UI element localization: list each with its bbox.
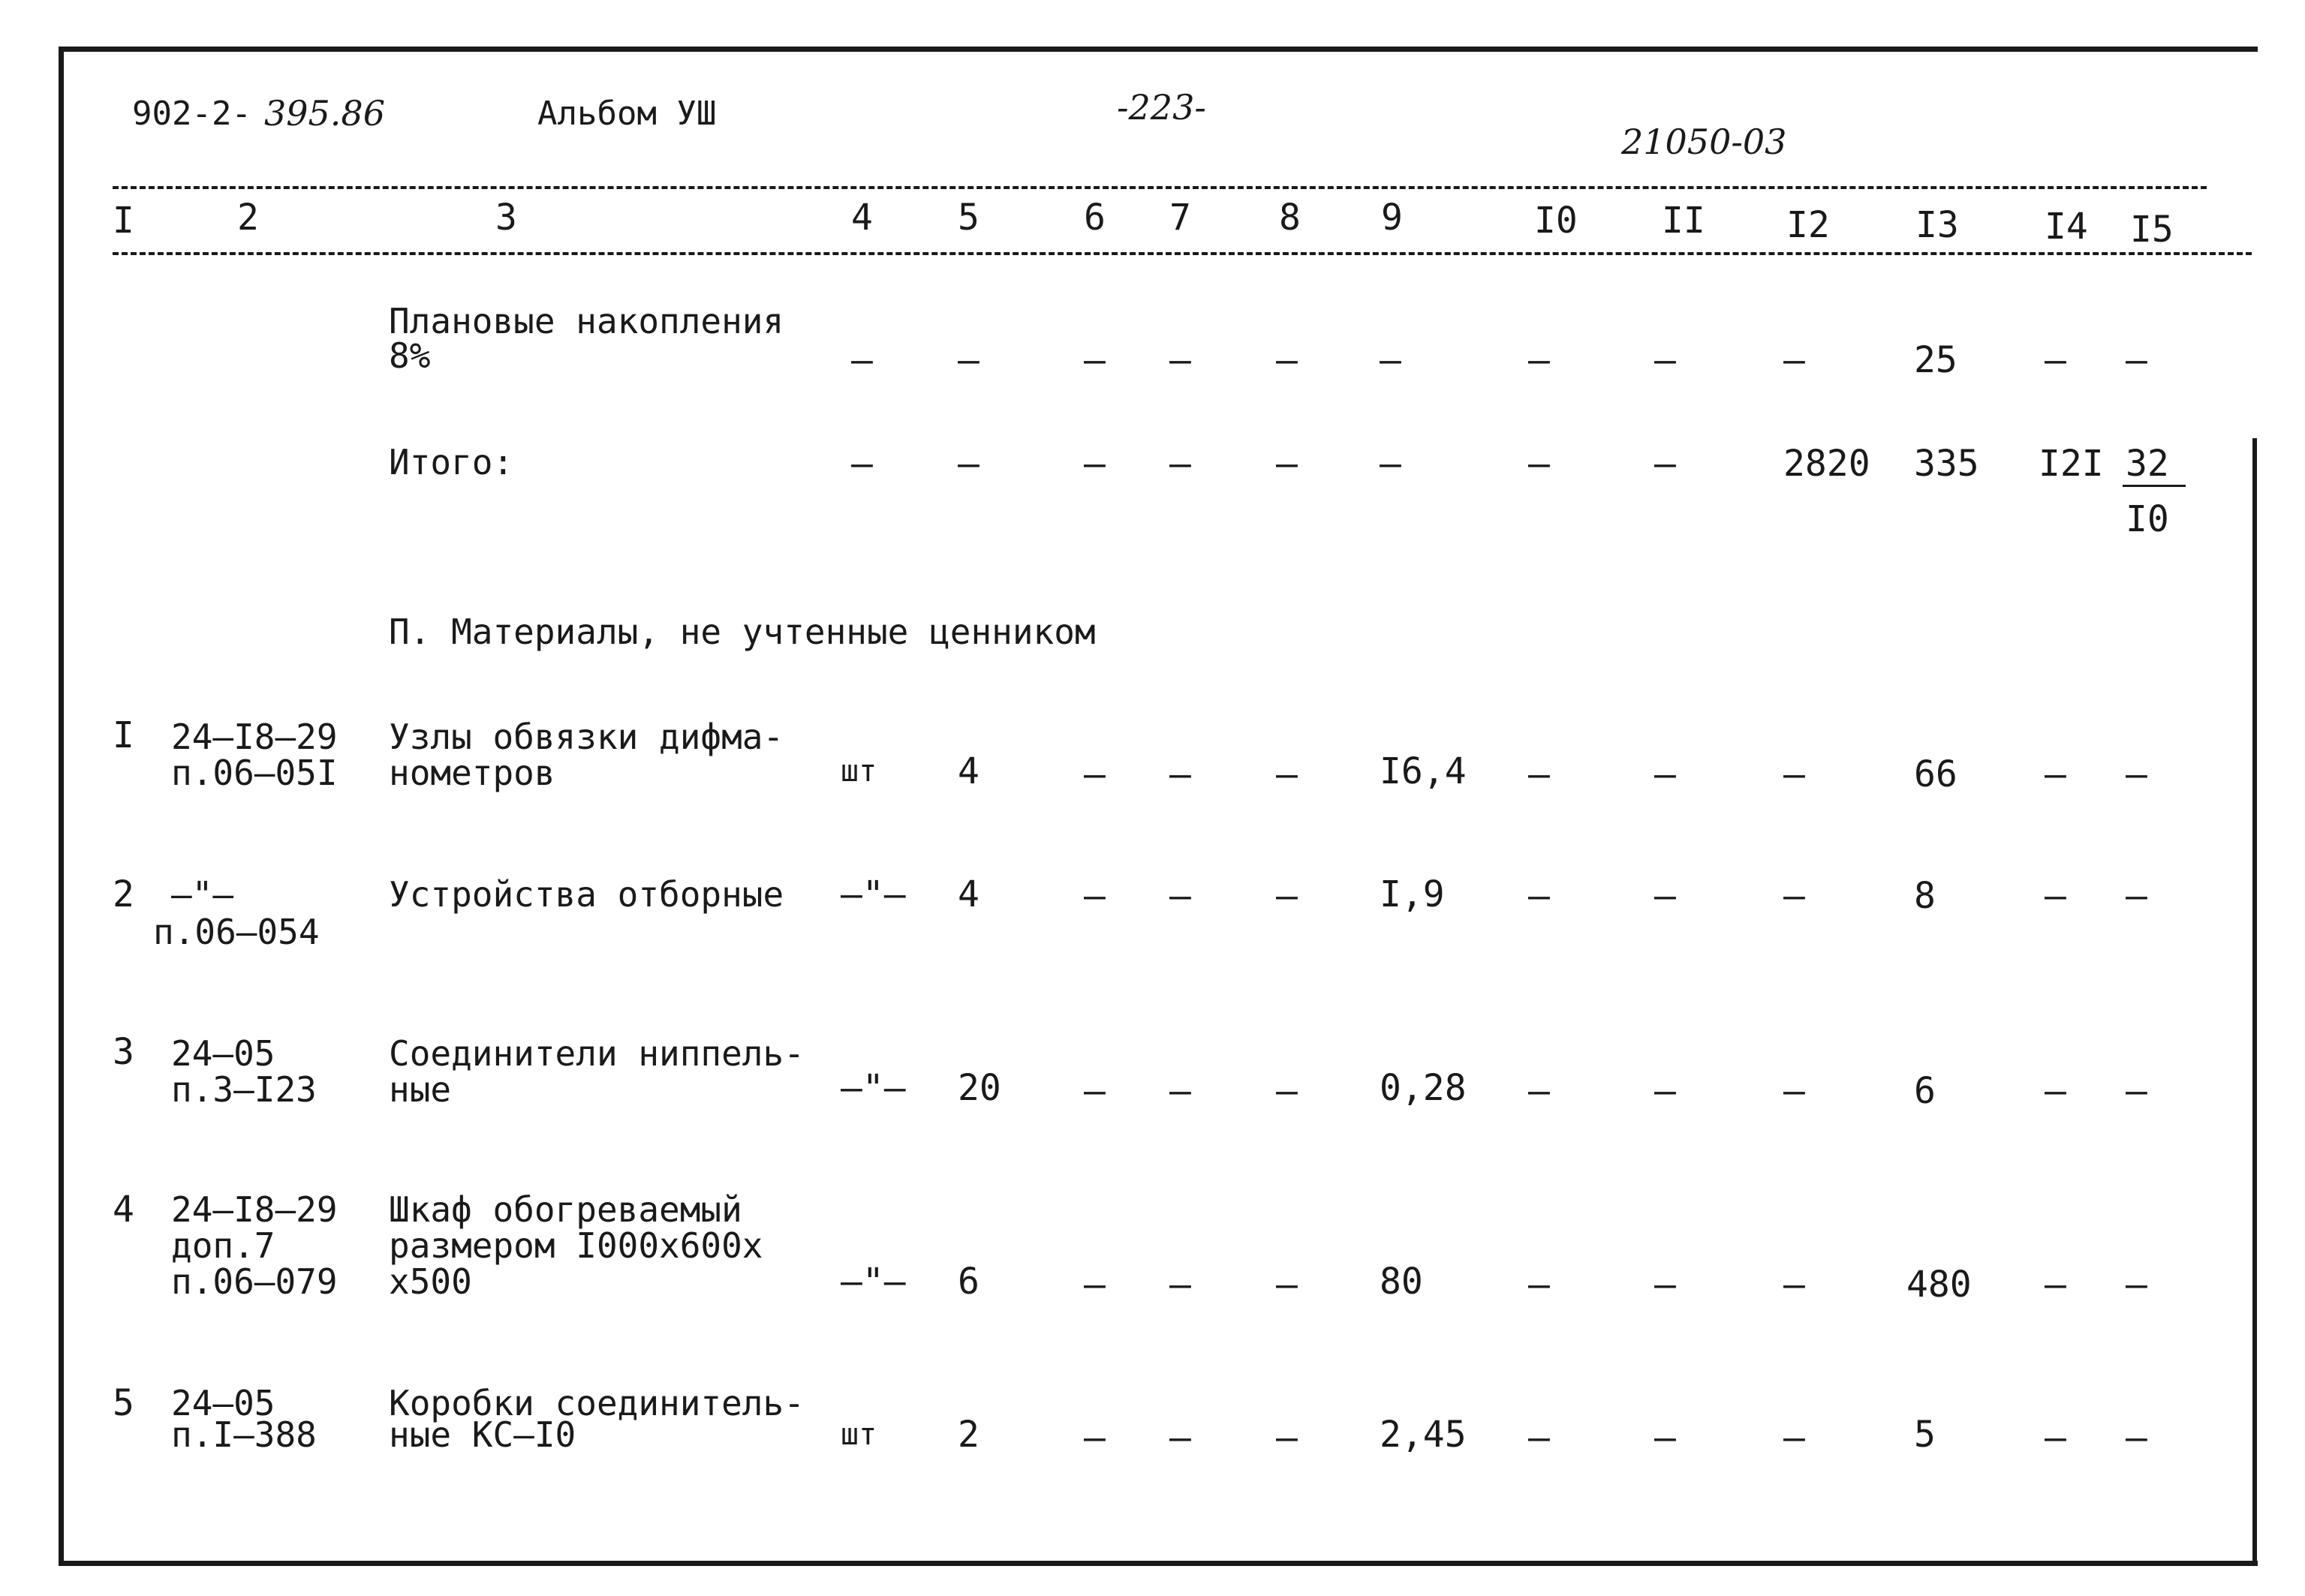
planned-c7: – xyxy=(1169,339,1191,381)
row-c6: – xyxy=(1084,1264,1106,1306)
row-c7: – xyxy=(1169,875,1191,917)
frame-bottom-border xyxy=(59,1561,2258,1566)
doc-code: 902-2- xyxy=(132,95,251,133)
row-c11: – xyxy=(1654,875,1676,917)
total-c11: – xyxy=(1654,443,1676,485)
total-c12: 2820 xyxy=(1783,443,1870,485)
row-code-line1: 24–I8–29 xyxy=(171,717,338,757)
row-c15: – xyxy=(2126,1070,2147,1112)
row-number: I xyxy=(113,714,134,756)
frame-left-border xyxy=(59,47,64,1565)
col-header-8: 8 xyxy=(1279,197,1301,239)
row-name-line3: x500 xyxy=(389,1261,472,1302)
row-c6: – xyxy=(1084,753,1106,795)
row-name-line1: Шкаф обогреваемый xyxy=(389,1189,742,1230)
row-code-line2: п.I–388 xyxy=(171,1414,317,1455)
row-qty: 4 xyxy=(958,873,979,915)
planned-c15: – xyxy=(2126,339,2147,381)
page-number: -223- xyxy=(1117,87,1206,128)
col-header-5: 5 xyxy=(958,197,979,239)
archive-code: 21050-03 xyxy=(1621,122,1787,162)
row-c10: – xyxy=(1528,1264,1550,1306)
row-c8: – xyxy=(1276,875,1298,917)
total-c9: – xyxy=(1380,443,1401,485)
row-c10: – xyxy=(1528,875,1550,917)
row-total: 480 xyxy=(1906,1264,1972,1306)
row-qty: 20 xyxy=(958,1067,1001,1109)
row-code-line2: доп.7 xyxy=(171,1225,275,1266)
row-c10: – xyxy=(1528,1417,1550,1459)
row-code-line2: п.3–I23 xyxy=(171,1069,317,1110)
planned-c11: – xyxy=(1654,339,1676,381)
album-title: Альбом УШ xyxy=(537,95,717,133)
row-c12: – xyxy=(1783,1417,1805,1459)
row-code-line1: 24–05 xyxy=(171,1383,275,1423)
planned-c13: 25 xyxy=(1914,339,1957,381)
section-title: П. Материалы, не учтенные ценником xyxy=(389,612,1096,652)
row-number: 5 xyxy=(113,1382,134,1424)
row-name-line1: Коробки соединитель- xyxy=(389,1383,805,1423)
row-name-line1: Соединители ниппель- xyxy=(389,1033,805,1074)
row-name-line2: ные xyxy=(389,1069,452,1110)
row-c8: – xyxy=(1276,1417,1298,1459)
row-number: 4 xyxy=(113,1189,134,1231)
row-price: I6,4 xyxy=(1380,750,1467,792)
planned-c5: – xyxy=(958,339,979,381)
row-c12: – xyxy=(1783,1264,1805,1306)
row-c12: – xyxy=(1783,875,1805,917)
row-code-line2: п.06–054 xyxy=(153,912,320,952)
row-name-line2: размером I000x600x xyxy=(389,1225,763,1266)
row-c15: – xyxy=(2126,1264,2147,1306)
row-c15: – xyxy=(2126,1417,2147,1459)
row-c7: – xyxy=(1169,753,1191,795)
row-c7: – xyxy=(1169,1264,1191,1306)
total-c14: I2I xyxy=(2039,443,2104,485)
planned-c12: – xyxy=(1783,339,1805,381)
row-unit: –"– xyxy=(841,1261,906,1303)
row-code-line1: –"– xyxy=(171,874,234,915)
planned-c10: – xyxy=(1528,339,1550,381)
row-price: I,9 xyxy=(1380,873,1445,915)
row-c15: – xyxy=(2126,875,2147,917)
row-unit: –"– xyxy=(841,873,906,915)
row-name-line2: нометров xyxy=(389,753,555,793)
col-header-1: I xyxy=(113,200,134,242)
row-number: 2 xyxy=(113,873,134,915)
row-qty: 2 xyxy=(958,1414,979,1456)
row-code-line2: п.06–05I xyxy=(171,753,338,793)
col-header-15: I5 xyxy=(2130,209,2174,251)
col-header-13: I3 xyxy=(1915,204,1959,246)
header-top-rule xyxy=(113,186,2207,189)
frame-right-border xyxy=(2252,438,2257,1566)
planned-c8: – xyxy=(1276,339,1298,381)
row-c8: – xyxy=(1276,1264,1298,1306)
row-c6: – xyxy=(1084,1070,1106,1112)
planned-label-line1: Плановые накопления xyxy=(389,301,784,341)
row-c6: – xyxy=(1084,1417,1106,1459)
row-c8: – xyxy=(1276,1070,1298,1112)
row-code-line3: п.06–079 xyxy=(171,1261,338,1302)
col-header-9: 9 xyxy=(1381,197,1403,239)
planned-label-line2: 8% xyxy=(389,335,431,376)
row-code-line1: 24–05 xyxy=(171,1033,275,1074)
row-price: 2,45 xyxy=(1380,1414,1467,1456)
col-header-10: I0 xyxy=(1534,200,1578,242)
row-c7: – xyxy=(1169,1417,1191,1459)
row-total: 5 xyxy=(1914,1414,1936,1456)
row-c12: – xyxy=(1783,753,1805,795)
planned-c9: – xyxy=(1380,339,1401,381)
col-header-12: I2 xyxy=(1786,204,1830,246)
col-header-7: 7 xyxy=(1169,197,1191,239)
total-c15-numerator: 32 xyxy=(2126,443,2169,485)
col-header-14: I4 xyxy=(2045,206,2088,248)
row-unit: –"– xyxy=(841,1067,906,1109)
row-total: 6 xyxy=(1914,1070,1936,1112)
col-header-11: II xyxy=(1662,200,1705,242)
row-c15: – xyxy=(2126,753,2147,795)
col-header-4: 4 xyxy=(851,197,873,239)
total-c4: – xyxy=(851,443,873,485)
planned-c14: – xyxy=(2045,339,2066,381)
row-c7: – xyxy=(1169,1070,1191,1112)
total-label: Итого: xyxy=(389,442,514,482)
row-c10: – xyxy=(1528,753,1550,795)
row-c11: – xyxy=(1654,1417,1676,1459)
row-number: 3 xyxy=(113,1031,134,1073)
frame-top-border xyxy=(59,47,2258,52)
row-code-line1: 24–I8–29 xyxy=(171,1189,338,1230)
col-header-6: 6 xyxy=(1084,197,1106,239)
total-c7: – xyxy=(1169,443,1191,485)
row-price: 80 xyxy=(1380,1261,1423,1303)
row-name-line1: Узлы обвязки дифма- xyxy=(389,717,784,757)
row-c14: – xyxy=(2045,1417,2066,1459)
row-c11: – xyxy=(1654,753,1676,795)
row-name-line1: Устройства отборные xyxy=(389,874,784,915)
planned-c4: – xyxy=(851,339,873,381)
row-c10: – xyxy=(1528,1070,1550,1112)
row-unit: шт xyxy=(841,1417,877,1452)
total-c13: 335 xyxy=(1914,443,1979,485)
row-c14: – xyxy=(2045,1070,2066,1112)
total-c6: – xyxy=(1084,443,1106,485)
row-c12: – xyxy=(1783,1070,1805,1112)
row-c14: – xyxy=(2045,753,2066,795)
row-name-line2: ные КС–I0 xyxy=(389,1414,576,1455)
row-c8: – xyxy=(1276,753,1298,795)
planned-c6: – xyxy=(1084,339,1106,381)
total-c10: – xyxy=(1528,443,1550,485)
row-qty: 6 xyxy=(958,1261,979,1303)
col-header-3: 3 xyxy=(495,197,517,239)
total-c5: – xyxy=(958,443,979,485)
col-header-2: 2 xyxy=(237,197,259,239)
row-price: 0,28 xyxy=(1380,1067,1467,1109)
row-c14: – xyxy=(2045,875,2066,917)
row-total: 8 xyxy=(1914,875,1936,917)
header-bottom-rule xyxy=(113,252,2252,255)
row-c11: – xyxy=(1654,1070,1676,1112)
total-c8: – xyxy=(1276,443,1298,485)
row-unit: шт xyxy=(841,754,877,789)
total-c15-denominator: I0 xyxy=(2126,498,2169,540)
row-total: 66 xyxy=(1914,753,1957,795)
row-qty: 4 xyxy=(958,750,979,792)
row-c14: – xyxy=(2045,1264,2066,1306)
row-c6: – xyxy=(1084,875,1106,917)
doc-code-handwritten: 395.86 xyxy=(264,93,385,134)
total-c15-fraction-bar xyxy=(2123,485,2186,487)
row-c11: – xyxy=(1654,1264,1676,1306)
